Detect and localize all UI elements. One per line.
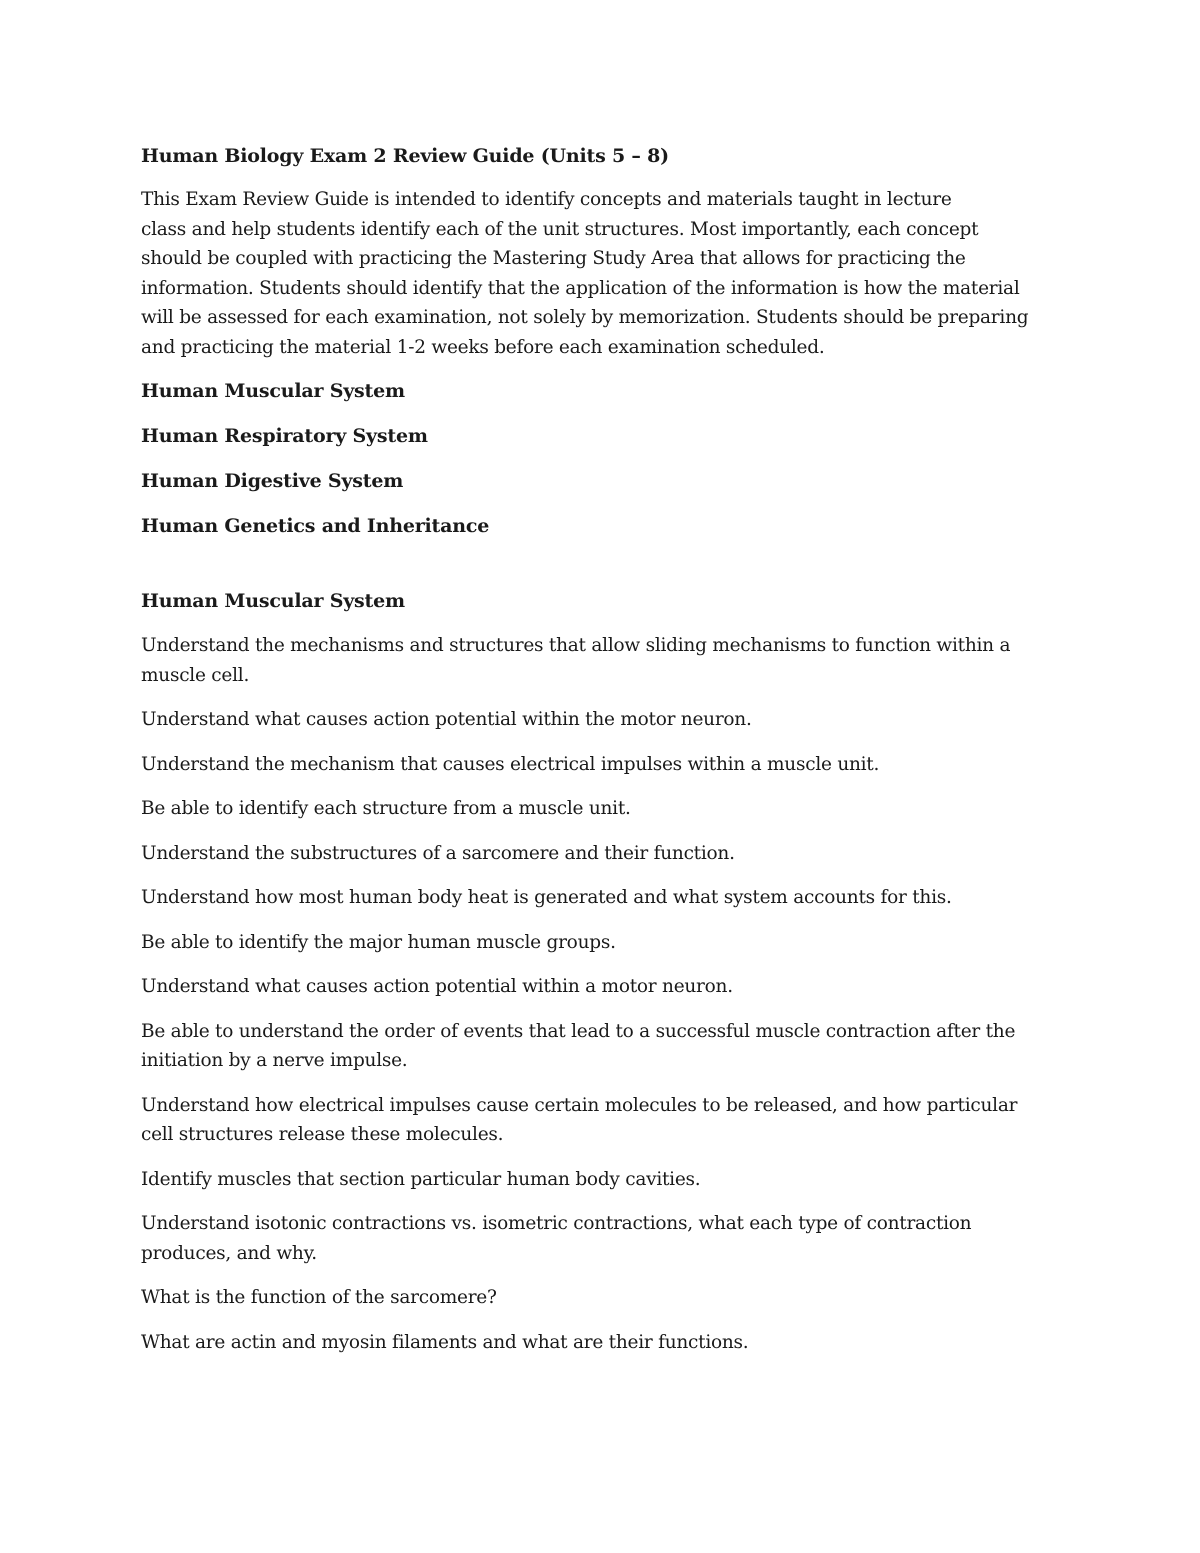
intro-line: should be coupled with practicing the Mastering Study Area that allows for practicing the <box>141 248 966 269</box>
unit-list-item: Human Genetics and Inheritance <box>141 515 490 537</box>
review-item-line: Understand the mechanism that causes electrical impulses within a muscle unit. <box>141 753 880 775</box>
review-item <box>141 750 1061 780</box>
review-item <box>141 794 1061 824</box>
review-item-line: What is the function of the sarcomere? <box>141 1287 497 1308</box>
review-item-line: Understand what causes action potential within the motor neuron. <box>141 709 752 730</box>
review-item <box>141 1209 1061 1268</box>
review-item-line: Understand the substructures of a sarcomere and their function. <box>141 842 735 864</box>
unit-list-item: Human Digestive System <box>141 470 404 492</box>
review-item-line: initiation by a nerve impulse. <box>141 1050 408 1071</box>
intro-line: This Exam Review Guide is intended to identify concepts and materials taught in lecture <box>141 189 952 210</box>
unit-list <box>141 376 1061 541</box>
review-item-line: Be able to understand the order of events that lead to a successful muscle contraction after the <box>141 1020 1016 1042</box>
review-item-line: Understand the mechanisms and structures that allow sliding mechanisms to function within a <box>141 635 1011 656</box>
document-page <box>141 141 1061 1372</box>
review-item <box>141 928 1061 958</box>
intro-paragraph <box>141 185 1061 362</box>
intro-line: will be assessed for each examination, not solely by memorization. Students should be preparing <box>141 307 1029 328</box>
unit-list-item: Human Respiratory System <box>141 425 428 447</box>
review-item <box>141 1091 1061 1150</box>
review-item <box>141 631 1061 690</box>
review-item-line: cell structures release these molecules. <box>141 1124 504 1145</box>
unit-list-item: Human Muscular System <box>141 380 405 402</box>
review-item-line: produces, and why. <box>141 1242 317 1264</box>
review-item <box>141 972 1061 1002</box>
review-item-line: Understand what causes action potential within a motor neuron. <box>141 976 733 997</box>
review-item <box>141 839 1061 869</box>
review-item-line: Understand isotonic contractions vs. isometric contractions, what each type of contraction <box>141 1213 972 1234</box>
review-item <box>141 883 1061 913</box>
document-title: Human Biology Exam 2 Review Guide (Units 5 – 8) <box>141 145 669 167</box>
review-item-line: Understand how most human body heat is generated and what system accounts for this. <box>141 887 952 908</box>
review-item-line: Identify muscles that section particular human body cavities. <box>141 1168 701 1190</box>
review-item <box>141 1017 1061 1076</box>
intro-line: and practicing the material 1-2 weeks before each examination scheduled. <box>141 336 825 358</box>
review-item-line: muscle cell. <box>141 664 250 686</box>
review-item <box>141 1165 1061 1195</box>
review-item-line: Be able to identify each structure from a muscle unit. <box>141 798 631 819</box>
intro-line: class and help students identify each of the unit structures. Most importantly, each concept <box>141 218 979 240</box>
review-item-line: Be able to identify the major human muscle groups. <box>141 931 616 953</box>
review-item <box>141 1328 1061 1358</box>
review-item-line: Understand how electrical impulses cause certain molecules to be released, and how particular <box>141 1094 1018 1116</box>
review-item-line: What are actin and myosin filaments and what are their functions. <box>141 1331 749 1353</box>
intro-line: information. Students should identify that the application of the information is how the material <box>141 277 1020 299</box>
review-item <box>141 1283 1061 1313</box>
review-item <box>141 705 1061 735</box>
review-item-list <box>141 631 1061 1357</box>
section-heading: Human Muscular System <box>141 590 405 612</box>
